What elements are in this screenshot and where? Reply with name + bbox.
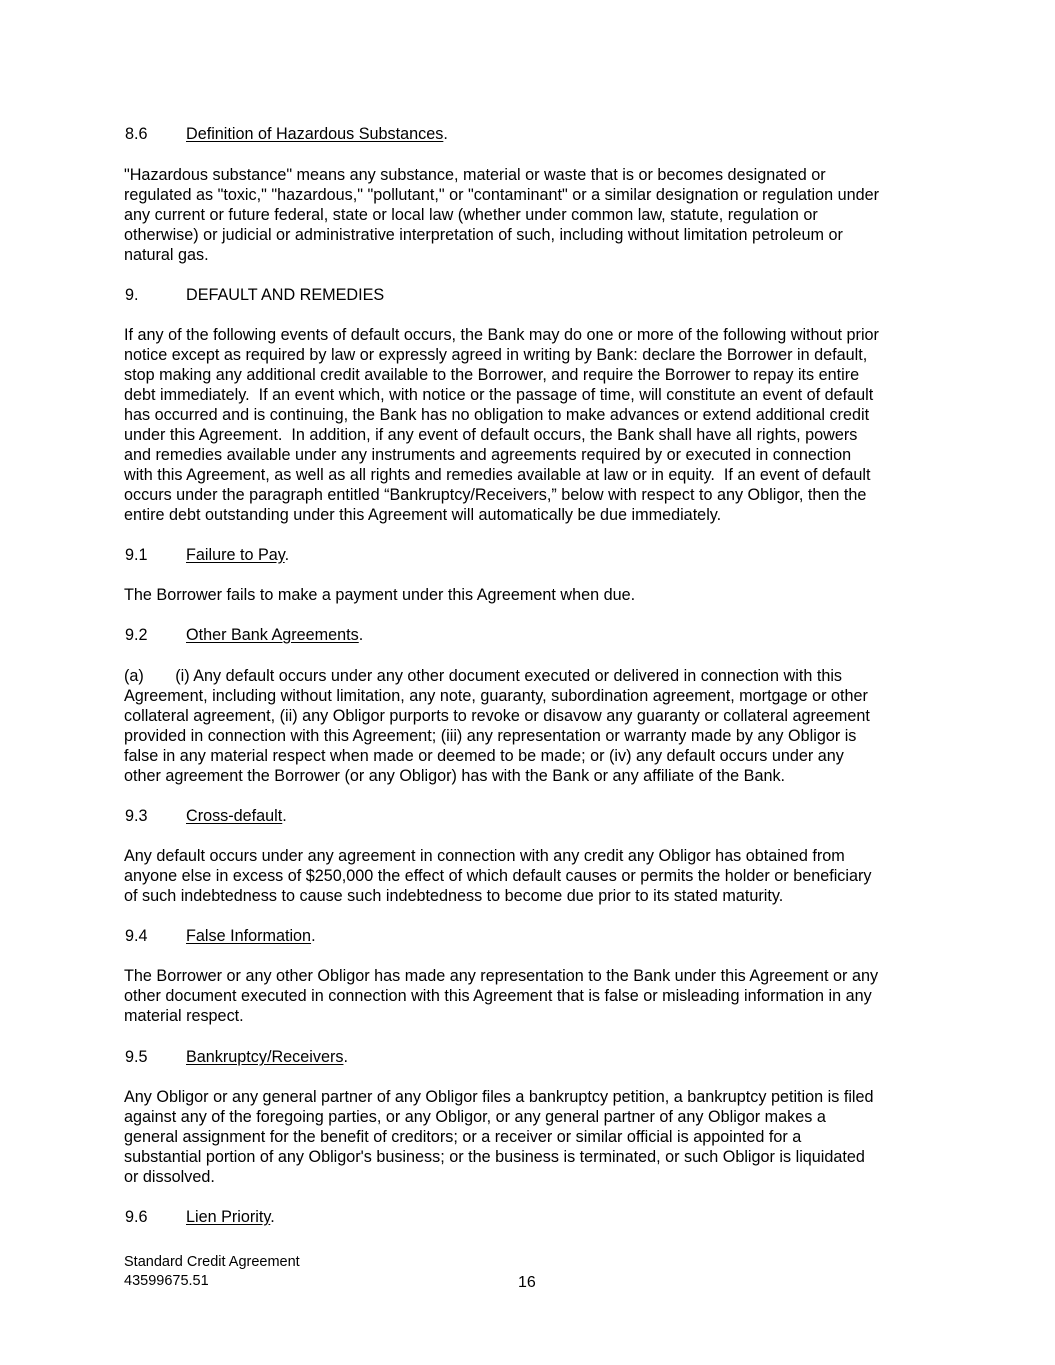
body-line: notice except as required by law or expressly agreed in writing by Bank: declare the Borrower in default,: [124, 346, 868, 364]
section-title: False Information: [186, 927, 312, 945]
section-number: 9.1: [125, 546, 148, 564]
footer-doc-id: 43599675.51: [124, 1273, 209, 1289]
body-line: Agreement, including without limitation, any note, guaranty, subordination agreement, mortgage or other: [124, 687, 868, 705]
body-line: entire debt outstanding under this Agreement will automatically be due immediately.: [124, 506, 722, 524]
body-line: stop making any additional credit available to the Borrower, and require the Borrower to repay its entire: [124, 366, 860, 384]
body-line: "Hazardous substance" means any substance, material or waste that is or becomes designated or: [124, 166, 826, 184]
body-line: or dissolved.: [124, 1168, 215, 1186]
section-9-3-heading: 9.3 Cross-default.: [125, 807, 287, 825]
body-line: other document executed in connection with this Agreement that is false or misleading information in any: [124, 987, 872, 1005]
body-line: against any of the foregoing parties, or any Obligor, or any general partner of any Obligor makes a: [124, 1108, 826, 1126]
body-line: occurs under the paragraph entitled “Bankruptcy/Receivers,” below with respect to any Obligor, then the: [124, 486, 867, 504]
body-line: general assignment for the benefit of creditors; or a receiver or similar official is appointed for a: [124, 1128, 802, 1146]
body-line: provided in connection with this Agreement; (iii) any representation or warranty made by any Obligor is: [124, 727, 857, 745]
section-8-6-heading: 8.6 Definition of Hazardous Substances.: [125, 125, 448, 143]
page-footer: [124, 1253, 300, 1291]
section-title: Failure to Pay: [186, 546, 285, 564]
section-number: 9.: [125, 286, 139, 304]
section-9-3-body: [124, 846, 939, 906]
body-line: false in any material respect when made or deemed to be made; or (iv) any default occurs under any: [124, 747, 844, 765]
body-line: If any of the following events of default occurs, the Bank may do one or more of the following without prior: [124, 326, 879, 344]
section-title: DEFAULT AND REMEDIES: [186, 286, 385, 304]
section-number: 9.5: [125, 1048, 148, 1066]
body-line: Any Obligor or any general partner of any Obligor files a bankruptcy petition, a bankruptcy petition is filed: [124, 1088, 874, 1106]
section-9-1-heading: 9.1 Failure to Pay.: [125, 546, 290, 564]
section-number: 9.4: [125, 927, 148, 945]
footer-doc-title: Standard Credit Agreement: [124, 1254, 300, 1270]
section-9-heading: [125, 285, 384, 305]
section-title: Cross-default: [186, 807, 283, 825]
section-9-1-body: [124, 585, 939, 605]
section-title: Definition of Hazardous Substances: [186, 125, 444, 143]
body-line: debt immediately. If an event which, with notice or the passage of time, will constitute an event of default: [124, 386, 874, 404]
body-line: of such indebtedness to cause such indebtedness to become due prior to its stated maturity.: [124, 887, 784, 905]
section-title: Lien Priority: [186, 1208, 271, 1226]
section-8-6-body: [124, 165, 939, 265]
body-line: otherwise) or judicial or administrative interpretation of such, including without limitation petroleum or: [124, 226, 843, 244]
body-line: Any default occurs under any agreement in connection with any credit any Obligor has obtained from: [124, 847, 845, 865]
section-9-5-body: [124, 1087, 939, 1187]
body-line: material respect.: [124, 1007, 244, 1025]
body-line: and remedies available under any instruments and agreements required by or executed in connection: [124, 446, 852, 464]
section-9-6-heading: 9.6 Lien Priority.: [125, 1208, 275, 1226]
section-9-2-heading: 9.2 Other Bank Agreements.: [125, 626, 364, 644]
body-line: any current or future federal, state or local law (whether under common law, statute, regulation or: [124, 206, 818, 224]
section-9-2-body: [124, 666, 939, 786]
body-line: with this Agreement, as well as all rights and remedies available at law or in equity. If an event of default: [124, 466, 871, 484]
section-number: 9.3: [125, 807, 148, 825]
body-line: has occurred and is continuing, the Bank has no obligation to make advances or extend additional credit: [124, 406, 870, 424]
section-9-4-heading: 9.4 False Information.: [125, 927, 316, 945]
body-line: natural gas.: [124, 246, 209, 264]
section-9-4-body: [124, 966, 939, 1026]
section-number: 9.6: [125, 1208, 148, 1226]
body-line: collateral agreement, (ii) any Obligor purports to revoke or disavow any guaranty or collateral agreement: [124, 707, 870, 725]
body-line: under this Agreement. In addition, if any event of default occurs, the Bank shall have all rights, powers: [124, 426, 858, 444]
body-line: (a) (i) Any default occurs under any other document executed or delivered in connection with this: [124, 667, 843, 685]
section-number: 9.2: [125, 626, 148, 644]
section-9-5-heading: 9.5 Bankruptcy/Receivers.: [125, 1048, 348, 1066]
body-line: The Borrower fails to make a payment under this Agreement when due.: [124, 586, 636, 604]
section-9-body: [124, 325, 939, 525]
body-line: substantial portion of any Obligor's business; or the business is terminated, or such Obligor is liquidated: [124, 1148, 865, 1166]
page-number: 16: [518, 1274, 536, 1291]
body-line: regulated as "toxic," "hazardous," "pollutant," or "contaminant" or a similar designation or regulation under: [124, 186, 880, 204]
section-number: 8.6: [125, 125, 148, 143]
section-title: Other Bank Agreements: [186, 626, 359, 644]
section-title: Bankruptcy/Receivers: [186, 1048, 344, 1066]
body-line: other agreement the Borrower (or any Obligor) has with the Bank or any affiliate of the Bank.: [124, 767, 786, 785]
body-line: anyone else in excess of $250,000 the effect of which default causes or permits the holder or beneficiary: [124, 867, 872, 885]
body-line: The Borrower or any other Obligor has made any representation to the Bank under this Agreement or any: [124, 967, 879, 985]
